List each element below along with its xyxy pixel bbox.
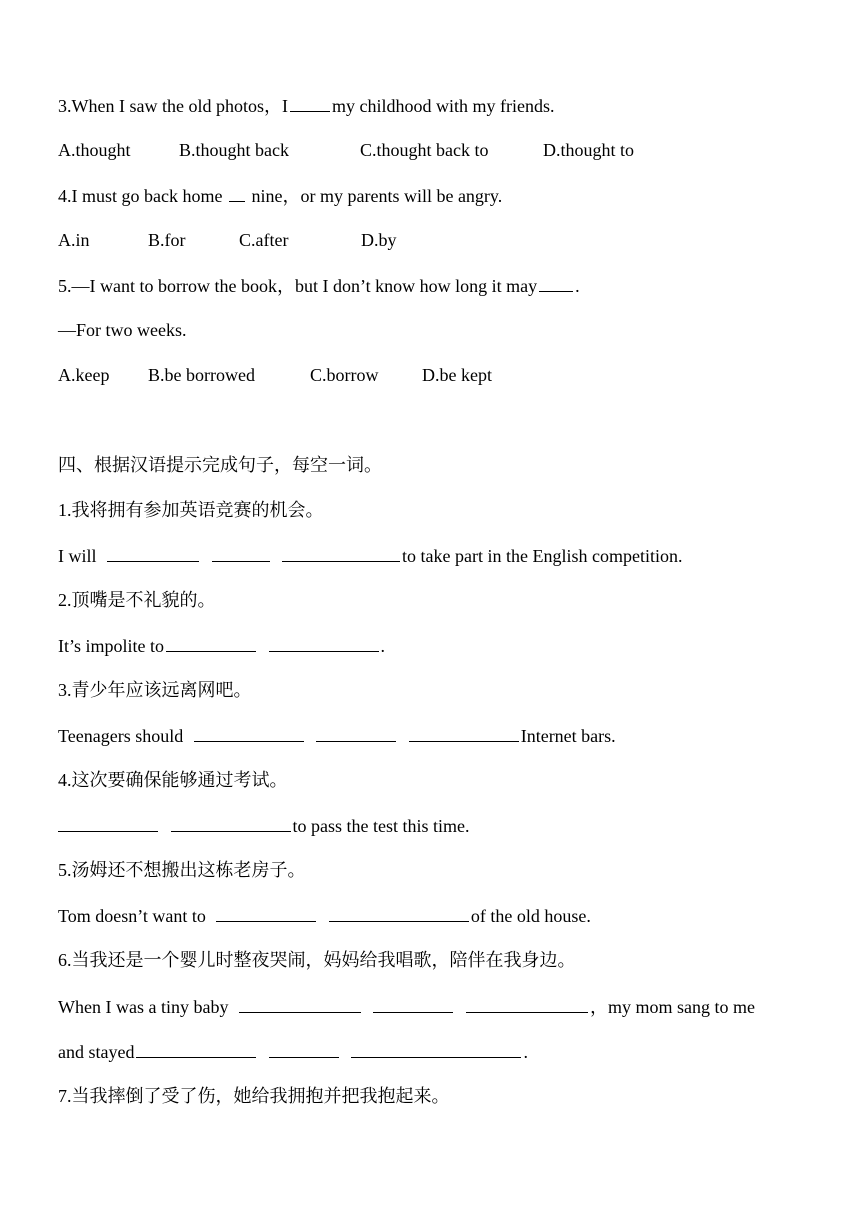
question-5-reply: —For two weeks. — [58, 320, 187, 340]
option-b[interactable]: B.thought back — [179, 140, 289, 160]
answer-blank[interactable] — [269, 633, 379, 652]
item-3-english: Teenagers should Internet bars. — [58, 723, 616, 748]
item-6-english: When I was a tiny baby ，my mom sang to me — [58, 994, 755, 1019]
option-c[interactable]: C.thought back to — [360, 140, 489, 160]
option-b[interactable]: B.be borrowed — [148, 365, 255, 385]
question-4: 4.I must go back home nine，or my parents will be angry. — [58, 183, 502, 208]
answer-blank[interactable] — [171, 813, 291, 832]
item-1-chinese: 1.我将拥有参加英语竞赛的机会。 — [58, 500, 324, 520]
option-b[interactable]: B.for — [148, 230, 186, 250]
option-c[interactable]: C.after — [239, 230, 289, 250]
answer-blank[interactable] — [351, 1039, 521, 1058]
answer-blank[interactable] — [269, 1039, 339, 1058]
item-5-chinese: 5.汤姆还不想搬出这栋老房子。 — [58, 860, 306, 880]
option-d[interactable]: D.by — [361, 230, 397, 250]
option-a[interactable]: A.keep — [58, 365, 110, 385]
answer-blank[interactable] — [58, 813, 158, 832]
answer-blank[interactable] — [212, 543, 270, 562]
item-1-english: I will to take part in the English competition. — [58, 543, 682, 568]
option-c[interactable]: C.borrow — [310, 365, 379, 385]
question-5: 5.—I want to borrow the book，but I don’t know how long it may . — [58, 273, 580, 298]
answer-blank[interactable] — [107, 543, 199, 562]
answer-blank[interactable] — [409, 723, 519, 742]
item-7-chinese: 7.当我摔倒了受了伤，她给我拥抱并把我抱起来。 — [58, 1086, 450, 1106]
answer-blank[interactable] — [539, 273, 573, 292]
item-4-english: to pass the test this time. — [58, 813, 470, 838]
answer-blank[interactable] — [166, 633, 256, 652]
option-d[interactable]: D.be kept — [422, 365, 492, 385]
item-2-chinese: 2.顶嘴是不礼貌的。 — [58, 590, 216, 610]
item-4-chinese: 4.这次要确保能够通过考试。 — [58, 770, 288, 790]
answer-blank[interactable] — [290, 93, 330, 112]
question-3: 3.When I saw the old photos，I my childhood with my friends. — [58, 93, 554, 118]
answer-blank[interactable] — [282, 543, 400, 562]
item-3-chinese: 3.青少年应该远离网吧。 — [58, 680, 252, 700]
answer-blank[interactable] — [216, 903, 316, 922]
answer-blank[interactable] — [329, 903, 469, 922]
option-a[interactable]: A.in — [58, 230, 90, 250]
item-5-english: Tom doesn’t want to of the old house. — [58, 903, 591, 928]
question-3-options — [58, 138, 758, 162]
answer-blank[interactable] — [136, 1039, 256, 1058]
item-6-chinese: 6.当我还是一个婴儿时整夜哭闹，妈妈给我唱歌，陪伴在我身边。 — [58, 950, 576, 970]
answer-blank[interactable] — [316, 723, 396, 742]
question-5-options — [58, 363, 758, 387]
option-a[interactable]: A.thought — [58, 140, 131, 160]
answer-blank[interactable] — [229, 183, 245, 202]
option-d[interactable]: D.thought to — [543, 140, 635, 160]
answer-blank[interactable] — [239, 994, 361, 1013]
item-2-english: It’s impolite to . — [58, 633, 385, 658]
answer-blank[interactable] — [373, 994, 453, 1013]
section-4-heading: 四、根据汉语提示完成句子，每空一词。 — [58, 455, 382, 475]
answer-blank[interactable] — [466, 994, 588, 1013]
item-6-english-cont: and stayed . — [58, 1039, 528, 1064]
answer-blank[interactable] — [194, 723, 304, 742]
question-4-options — [58, 228, 758, 252]
